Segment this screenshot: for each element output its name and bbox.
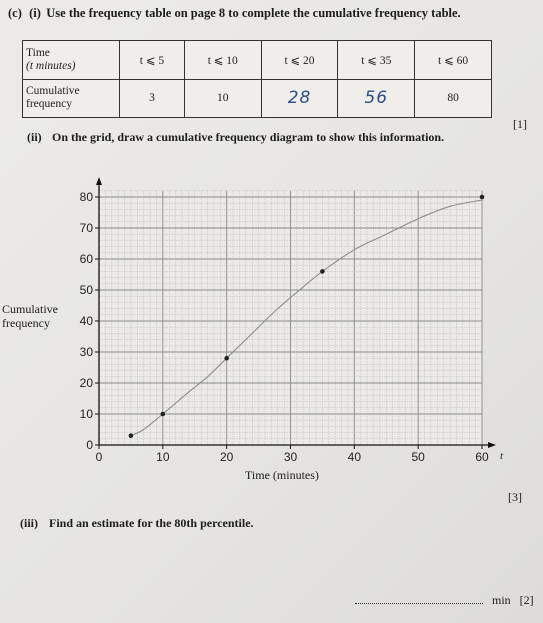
cf-handwritten-value[interactable]: 56 [338, 79, 415, 118]
x-axis-letter: t [500, 450, 504, 462]
y-tick-label: 80 [79, 190, 93, 204]
cf-value-cell: 10 [184, 79, 261, 118]
marks-part-ii: [3] [508, 490, 522, 504]
plotted-point [224, 356, 229, 361]
cf-header-line-1: Cumulative [26, 85, 80, 98]
x-tick-label: 20 [219, 450, 234, 464]
part-iii-text: Find an estimate for the 80th percentile. [49, 516, 254, 530]
part-label: (c) [8, 6, 22, 20]
cf-value-cell: 3 [120, 79, 185, 118]
x-tick-label: 60 [475, 450, 489, 464]
y-tick-label: 30 [79, 345, 93, 359]
time-header-line-2: (t minutes) [26, 59, 76, 72]
y-axis-label-line-2: frequency [2, 316, 50, 330]
part-ii-text: On the grid, draw a cumulative frequency diagram to show this information. [52, 130, 445, 144]
answer-line [355, 593, 534, 608]
time-cell: t ⩽ 35 [338, 41, 415, 80]
y-tick-label: 0 [86, 438, 93, 452]
y-tick-label: 70 [79, 221, 93, 235]
cf-handwritten-value[interactable]: 28 [261, 79, 338, 118]
question-instruction: Use the frequency table on page 8 to complete the cumulative frequency table. [46, 6, 461, 20]
time-cell: t ⩽ 10 [184, 41, 261, 80]
marks-part-i: [1] [513, 117, 527, 131]
time-cell: t ⩽ 60 [415, 41, 492, 80]
y-tick-label: 60 [79, 252, 93, 266]
cf-header-line-2: frequency [26, 98, 72, 111]
time-cell: t ⩽ 5 [120, 41, 185, 80]
x-axis-arrow [488, 442, 496, 448]
x-tick-label: 40 [347, 450, 362, 464]
x-tick-label: 50 [411, 450, 425, 464]
part-ii-label: (ii) [27, 130, 42, 144]
time-cell: t ⩽ 20 [261, 41, 338, 80]
part-iii-question [20, 516, 254, 531]
y-tick-label: 40 [79, 314, 93, 328]
y-axis-label-line-1: Cumulative [2, 302, 58, 316]
plotted-point [480, 195, 485, 200]
part-iii-label: (iii) [20, 516, 38, 530]
y-tick-label: 50 [79, 283, 93, 297]
y-axis-arrow [96, 177, 102, 185]
x-tick-label: 10 [156, 450, 170, 464]
y-tick-label: 20 [79, 376, 93, 390]
time-header-line-1: Time [26, 46, 50, 59]
x-tick-label: 30 [283, 450, 298, 464]
y-tick-label: 10 [79, 407, 93, 421]
plotted-point [320, 269, 325, 274]
x-tick-label: 0 [95, 450, 103, 464]
plotted-point [129, 433, 134, 438]
answer-input-line[interactable] [355, 593, 483, 604]
sub-part-label: (i) [29, 6, 41, 20]
cf-value-cell: 80 [415, 79, 492, 118]
answer-marks: [2] [519, 593, 534, 607]
plotted-point [161, 412, 166, 417]
x-axis-label: Time (minutes) [245, 468, 319, 482]
answer-unit: min [492, 593, 511, 607]
